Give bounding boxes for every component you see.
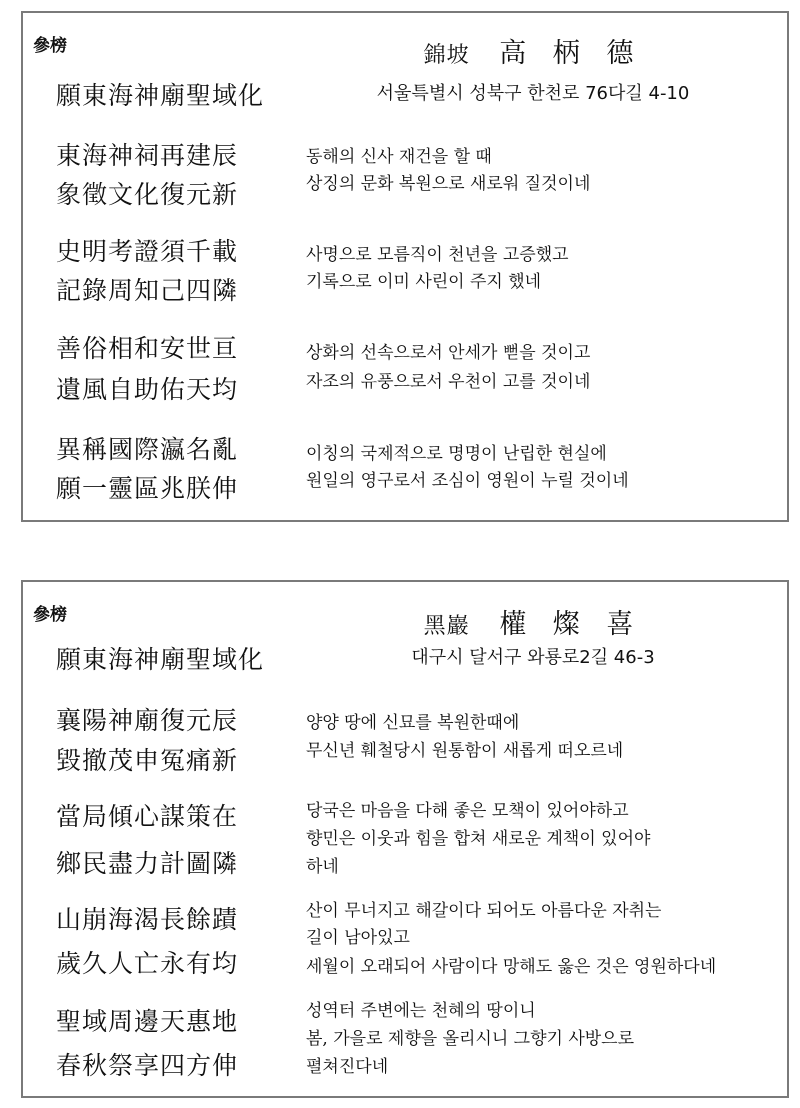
translation-line: 봄, 가을로 제향을 올리시니 그향기 사방으로 [306,1029,635,1049]
poem-line: 春秋祭享四方伸 [56,1051,239,1080]
poem-card-1 [21,11,789,522]
translation-line: 성역터 주변에는 천혜의 땅이니 [306,1001,536,1021]
pen-name: 黑巖 [423,614,470,639]
poem-heading: 願東海神廟聖域化 [56,645,265,674]
translation-line: 산이 무너지고 해갈이다 되어도 아름다운 자취는 [306,901,662,921]
poem-line: 遺風自助佑天均 [56,375,239,404]
poem-line: 異稱國際瀛名亂 [56,435,239,464]
translation-line: 원일의 영구로서 조심이 영원이 누릴 것이네 [306,471,629,491]
poem-line: 史明考證須千載 [56,237,239,266]
translation-line: 상징의 문화 복원으로 새로워 질것이네 [306,174,591,194]
poem-title [323,31,743,70]
translation-line: 기록으로 이미 사린이 주지 했네 [306,272,542,292]
poem-line: 願一靈區兆朕伸 [56,474,239,503]
poem-line: 當局傾心謀策在 [56,802,239,831]
poem-tag: 參榜 [33,605,67,625]
poem-line: 善俗相和安世亘 [56,334,239,363]
poem-line: 山崩海渴長餘蹟 [56,905,239,934]
translation-line: 상화의 선속으로서 안세가 뻗을 것이고 [306,343,591,363]
poem-line: 襄陽神廟復元辰 [56,706,239,735]
translation-line: 세월이 오래되어 사람이다 망해도 옳은 것은 영원하다네 [306,957,717,977]
poem-line: 聖域周邊天惠地 [56,1007,239,1036]
translation-line: 이칭의 국제적으로 명명이 난립한 현실에 [306,444,607,464]
poem-line: 象徵文化復元新 [56,180,239,209]
poem-line: 歲久人亡永有均 [56,949,239,978]
translation-line: 향민은 이웃과 힘을 합쳐 새로운 계책이 있어야 [306,829,651,849]
author-address: 대구시 달서구 와룡로2길 46-3 [411,647,655,668]
translation-line: 자조의 유풍으로서 우천이 고를 것이네 [306,372,591,392]
translation-line: 펼쳐진다네 [306,1057,389,1077]
author-char: 德 [606,38,635,69]
author-char: 燦 [552,609,581,640]
translation-line: 당국은 마음을 다해 좋은 모책이 있어야하고 [306,801,629,821]
author-address: 서울특별시 성북구 한천로 76다길 4-10 [376,83,690,104]
translation-line: 동해의 신사 재건을 할 때 [306,147,492,167]
author-char: 高 [499,38,528,69]
poem-heading: 願東海神廟聖域化 [56,81,265,110]
poem-line: 鄉民盡力計圖隣 [56,849,239,878]
author-char: 權 [499,609,528,640]
poem-line: 毀撤茂申冤痛新 [56,746,239,775]
poem-card-2 [21,580,789,1098]
pen-name: 錦坡 [423,43,470,68]
translation-line: 길이 남아있고 [306,928,410,948]
poem-line: 東海神祠再建辰 [56,141,239,170]
poem-line: 記錄周知己四隣 [56,276,239,305]
translation-line: 사명으로 모름직이 천년을 고증했고 [306,245,569,265]
author-char: 喜 [606,609,635,640]
translation-line: 양양 땅에 신묘를 복원한때에 [306,713,520,733]
author-char: 柄 [552,38,581,69]
translation-line: 무신년 훼철당시 원통함이 새롭게 떠오르네 [306,741,624,761]
poem-title [323,602,743,641]
poem-tag: 參榜 [33,36,67,56]
translation-line: 하네 [306,857,339,877]
